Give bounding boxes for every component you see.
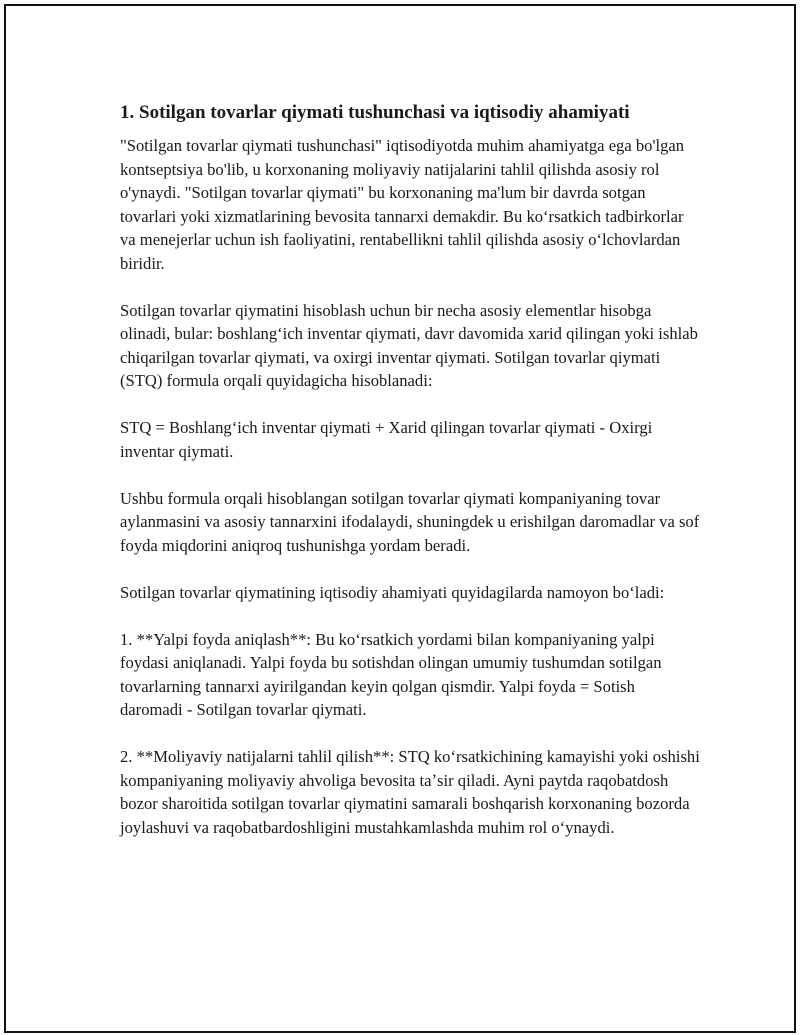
list-item-gross-profit: 1. **Yalpi foyda aniqlash**: Bu koʻrsatkich yordami bilan kompaniyaning yalpi foydasi aniqlanadi. Yalpi foyda bu sotishdan olingan umumiy tushumdan sotilgan tovarlarning tannarxi ayirilgandan keyin qolgan qismdir. Yalpi foyda = Sotish daromadi - Sotilgan tovarlar qiymati. <box>120 629 662 719</box>
list-item-financial-analysis: 2. **Moliyaviy natijalarni tahlil qilish**: STQ koʻrsatkichining kamayishi yoki oshishi kompaniyaning moliyaviy ahvoliga bevosita taʼsir qiladi. Ayni paytda raqobatdosh bozor sharoitida sotilgan tovarlar qiymatini samarali boshqarish korxonaning bozorda joylashuvi va raqobatbardoshligini mustahkamlashda muhim rol oʻynaydi. <box>120 747 700 837</box>
paragraph-significance-intro: Sotilgan tovarlar qiymatining iqtisodiy ahamiyati quyidagilarda namoyon boʻladi: <box>120 582 665 602</box>
paragraph-formula: STQ = Boshlangʻich inventar qiymati + Xarid qilingan tovarlar qiymati - Oxirgi inventar qiymati. <box>120 418 653 461</box>
paragraph-definition: "Sotilgan tovarlar qiymati tushunchasi" iqtisodiyotda muhim ahamiyatga ega bo'lgan kontseptsiya bo'lib, u korxonaning moliyaviy natijalarini tahlil qilishda asosiy rol o'ynaydi. "Sotilgan tovarlar qiymati" bu korxonaning ma'lum bir davrda sotgan tovarlari yoki xizmatlarining bevosita tannarxi demakdir. Bu koʻrsatkich tadbirkorlar va menejerlar uchun ish faoliyatini, rentabellikni tahlil qilishda asosiy oʻlchovlardan biridir. <box>120 136 685 273</box>
paragraph-formula-explanation: Ushbu formula orqali hisoblangan sotilgan tovarlar qiymati kompaniyaning tovar aylanmasini va asosiy tannarxini ifodalaydi, shuningdek u erishilgan daromadlar va sof foyda miqdorini aniqroq tushunishga yordam beradi. <box>120 488 700 555</box>
section-heading: 1. Sotilgan tovarlar qiymati tushunchasi va iqtisodiy ahamiyati <box>120 102 630 123</box>
paragraph-calculation-elements: Sotilgan tovarlar qiymatini hisoblash uchun bir necha asosiy elementlar hisobga olinadi, bular: boshlangʻich inventar qiymati, davr davomida xarid qilingan yoki ishlab chiqarilgan tovarlar qiymati, va oxirgi inventar qiymati. Sotilgan tovarlar qiymati (STQ) formula orqali quyidagicha hisoblanadi: <box>120 300 698 390</box>
document-body <box>120 100 700 839</box>
page-frame <box>4 4 796 1033</box>
